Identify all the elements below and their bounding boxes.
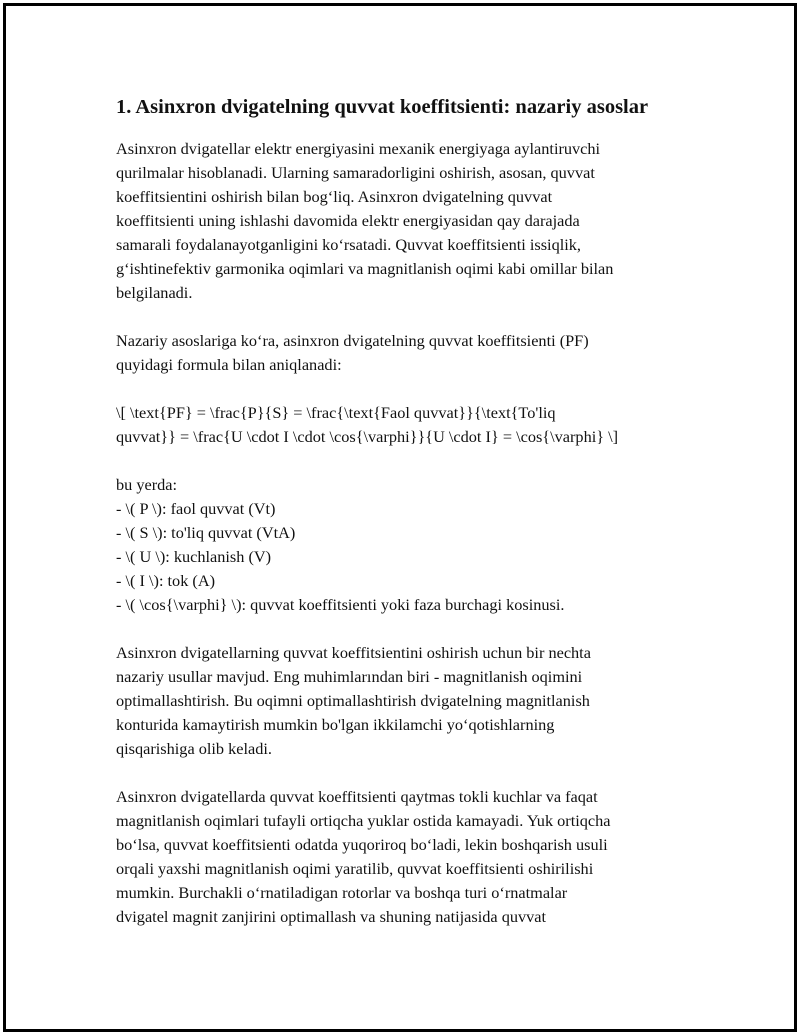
definition-item: - \( I \): tok (A) bbox=[116, 571, 216, 590]
text-line: koeffitsienti uning ishlashi davomida elektr energiyasidan qay darajada bbox=[116, 211, 580, 230]
paragraph-intro bbox=[116, 137, 688, 305]
formula-block bbox=[116, 401, 688, 449]
paragraph-methods bbox=[116, 641, 688, 761]
text-line: g‘ishtinefektiv garmonika oqimlari va magnitlanish oqimi kabi omillar bilan bbox=[116, 259, 614, 278]
text-line: samarali foydalanayotganligini ko‘rsatadi. Quvvat koeffitsienti issiqlik, bbox=[116, 235, 581, 254]
text-line: mumkin. Burchakli o‘rnatiladigan rotorlar va boshqa turi o‘rnatmalar bbox=[116, 883, 568, 902]
paragraph-load bbox=[116, 785, 688, 929]
text-line: orqali yaxshi magnitlanish oqimi yaratilib, quvvat koeffitsienti oshirilishi bbox=[116, 859, 594, 878]
text-line: optimallashtirish. Bu oqimni optimallashtirish dvigatelning magnitlanish bbox=[116, 691, 590, 710]
text-line: koeffitsientini oshirish bilan bog‘liq. Asinxron dvigatelning quvvat bbox=[116, 187, 553, 206]
text-line: nazariy usullar mavjud. Eng muhimlarından biri - magnitlanish oqimini bbox=[116, 667, 583, 686]
definition-item: - \( P \): faol quvvat (Vt) bbox=[116, 499, 276, 518]
formula-line: quvvat}} = \frac{U \cdot I \cdot \cos{\varphi}}{U \cdot I} = \cos{\varphi} \] bbox=[116, 427, 619, 446]
text-line: Asinxron dvigatellar elektr energiyasini mexanik energiyaga aylantiruvchi bbox=[116, 139, 601, 158]
text-line: bo‘lsa, quvvat koeffitsienti odatda yuqoriroq bo‘ladi, lekin boshqarish usuli bbox=[116, 835, 608, 854]
text-line: qisqarishiga olib keladi. bbox=[116, 739, 272, 758]
text-line: konturida kamaytirish mumkin bo'lgan ikkilamchi yo‘qotishlarning bbox=[116, 715, 555, 734]
text-line: belgilanadi. bbox=[116, 283, 193, 302]
text-line: quyidagi formula bilan aniqlanadi: bbox=[116, 355, 342, 374]
definitions-list bbox=[116, 473, 688, 617]
text-line: Nazariy asoslariga ko‘ra, asinxron dvigatelning quvvat koeffitsienti (PF) bbox=[116, 331, 589, 350]
text-line: Asinxron dvigatellarning quvvat koeffitsientini oshirish uchun bir nechta bbox=[116, 643, 591, 662]
section-heading: 1. Asinxron dvigatelning quvvat koeffitsienti: nazariy asoslar bbox=[116, 96, 649, 118]
paragraph-theory bbox=[116, 329, 688, 377]
definition-item: - \( \cos{\varphi} \): quvvat koeffitsienti yoki faza burchagi kosinusi. bbox=[116, 595, 565, 614]
text-line: magnitlanish oqimlari tufayli ortiqcha yuklar ostida kamayadi. Yuk ortiqcha bbox=[116, 811, 611, 830]
document-body bbox=[116, 94, 688, 953]
definitions-intro: bu yerda: bbox=[116, 475, 178, 494]
definition-item: - \( S \): to'liq quvvat (VtA) bbox=[116, 523, 296, 542]
text-line: dvigatel magnit zanjirini optimallash va shuning natijasida quvvat bbox=[116, 907, 547, 926]
formula-line: \[ \text{PF} = \frac{P}{S} = \frac{\text{Faol quvvat}}{\text{To'liq bbox=[116, 403, 556, 422]
text-line: Asinxron dvigatellarda quvvat koeffitsienti qaytmas tokli kuchlar va faqat bbox=[116, 787, 598, 806]
text-line: qurilmalar hisoblanadi. Ularning samaradorligini oshirish, asosan, quvvat bbox=[116, 163, 595, 182]
definition-item: - \( U \): kuchlanish (V) bbox=[116, 547, 272, 566]
